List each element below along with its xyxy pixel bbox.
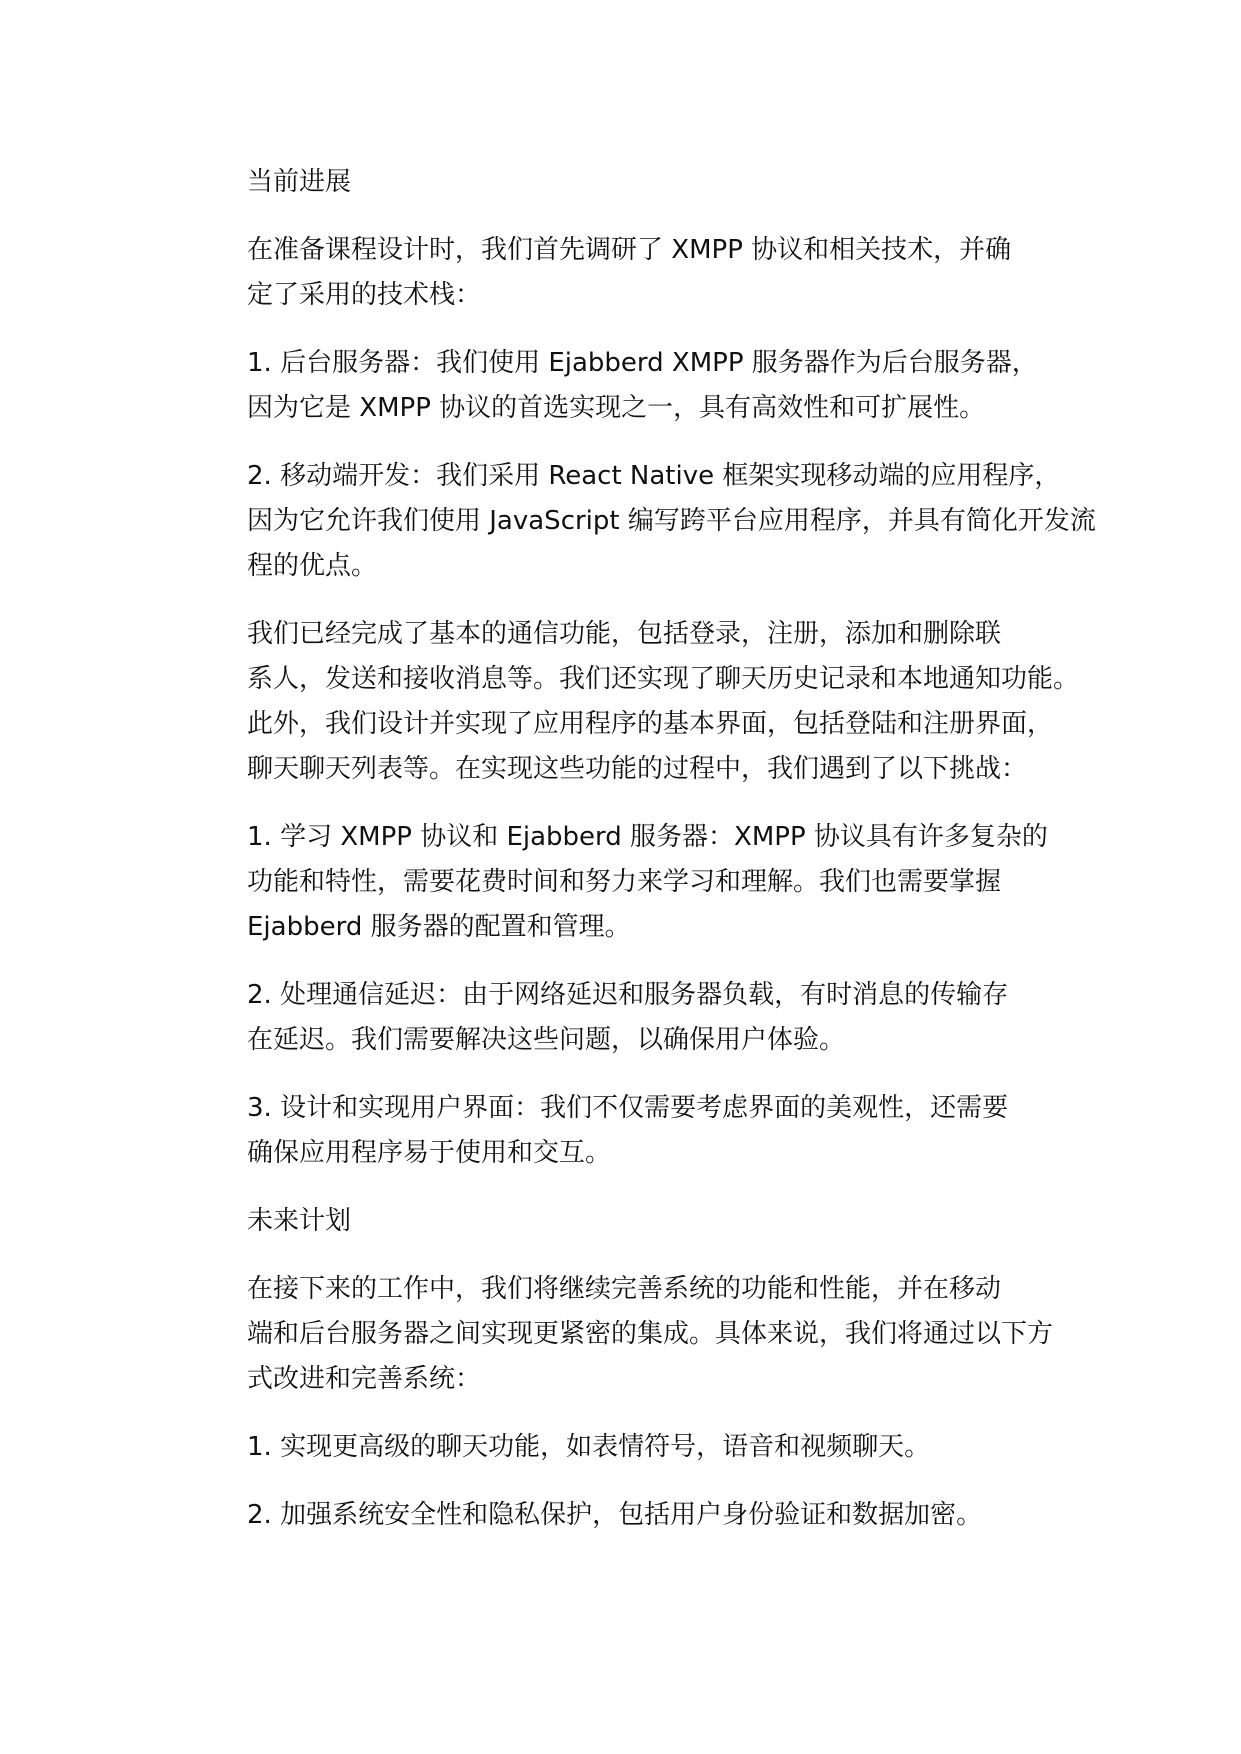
text-line: 1. 学习 XMPP 协议和 Ejabberd 服务器：XMPP 协议具有许多复杂的 <box>247 822 1048 852</box>
text-line: 在延迟。我们需要解决这些问题，以确保用户体验。 <box>247 1025 846 1055</box>
text-line: 式改进和完善系统： <box>247 1364 482 1394</box>
paragraph <box>188 228 1068 318</box>
text-line: 未来计划 <box>247 1206 352 1236</box>
text-line: 2. 处理通信延迟：由于网络延迟和服务器负载，有时消息的传输存 <box>247 980 1009 1010</box>
document-body <box>188 160 1096 1561</box>
paragraph <box>188 815 1068 950</box>
text-line: 定了采用的技术栈： <box>247 280 482 310</box>
text-line: 聊天聊天列表等。在实现这些功能的过程中，我们遇到了以下挑战： <box>247 754 1028 784</box>
text-line: 在准备课程设计时，我们首先调研了 XMPP 协议和相关技术，并确 <box>247 235 1012 265</box>
text-line: 确保应用程序易于使用和交互。 <box>247 1138 612 1168</box>
text-line: 此外，我们设计并实现了应用程序的基本界面，包括登陆和注册界面， <box>247 709 1054 739</box>
text-line: 功能和特性，需要花费时间和努力来学习和理解。我们也需要掌握 <box>247 867 1002 897</box>
text-line: 3. 设计和实现用户界面：我们不仅需要考虑界面的美观性，还需要 <box>247 1093 1009 1123</box>
text-line: 我们已经完成了基本的通信功能，包括登录，注册，添加和删除联 <box>247 619 1002 649</box>
text-line: 因为它允许我们使用 JavaScript 编写跨平台应用程序，并具有简化开发流 <box>247 506 1096 536</box>
paragraph <box>188 1199 1068 1244</box>
text-line: 当前进展 <box>247 167 352 197</box>
text-line: 系人，发送和接收消息等。我们还实现了聊天历史记录和本地通知功能。 <box>247 664 1080 694</box>
text-line: 程的优点。 <box>247 551 378 581</box>
paragraph <box>188 1425 1068 1470</box>
text-line: 因为它是 XMPP 协议的首选实现之一，具有高效性和可扩展性。 <box>247 393 986 423</box>
text-line: 2. 移动端开发：我们采用 React Native 框架实现移动端的应用程序， <box>247 461 1061 491</box>
paragraph <box>188 1267 1068 1402</box>
text-line: Ejabberd 服务器的配置和管理。 <box>247 912 631 942</box>
paragraph <box>188 1493 1068 1538</box>
text-line: 在接下来的工作中，我们将继续完善系统的功能和性能，并在移动 <box>247 1274 1002 1304</box>
paragraph <box>188 1086 1068 1176</box>
text-line: 2. 加强系统安全性和隐私保护，包括用户身份验证和数据加密。 <box>247 1500 983 1530</box>
paragraph <box>188 454 1096 589</box>
paragraph <box>188 341 1068 431</box>
text-line: 1. 实现更高级的聊天功能，如表情符号，语音和视频聊天。 <box>247 1432 931 1462</box>
text-line: 1. 后台服务器：我们使用 Ejabberd XMPP 服务器作为后台服务器， <box>247 348 1038 378</box>
paragraph <box>188 973 1068 1063</box>
paragraph <box>188 160 1068 205</box>
paragraph <box>188 612 1080 792</box>
text-line: 端和后台服务器之间实现更紧密的集成。具体来说，我们将通过以下方 <box>247 1319 1054 1349</box>
